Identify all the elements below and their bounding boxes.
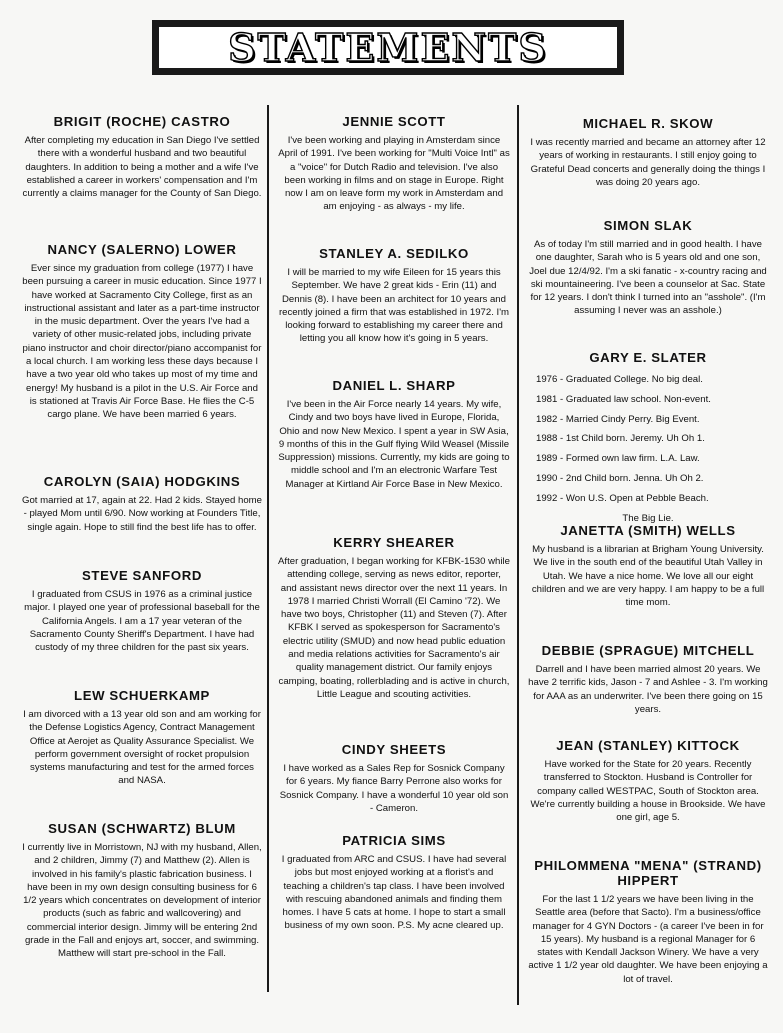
- statement-text: I was recently married and became an attorney after 12 years of working in restaurants. I still enjoy going to Grateful Dead concerts and generally doing the things I was doing 20 years ago.: [530, 137, 766, 188]
- person-name: BRIGIT (ROCHE) CASTRO: [53, 114, 231, 129]
- column-divider: [267, 105, 269, 992]
- person-name: KERRY SHEARER: [333, 535, 455, 550]
- timeline-list: [528, 370, 768, 509]
- statement-text: For the last 1 1/2 years we have been living in the Seattle area (before that Sacto). I'm a business/office manager for 4 GYN Doctors - (a career I've been in for 15 years). My husband is a regional Manager for 6 states with Kendall Jackson Winery. We have a very active 1 1/2 year old daughter. We have been enjoying a lot of travel.: [528, 894, 768, 985]
- timeline-item: 1982 - Married Cindy Perry. Big Event.: [536, 413, 700, 425]
- statement-text: Have worked for the State for 20 years. Recently transferred to Stockton. Husband is Controller for company called WESTPAC, South of Stockton area. We're currently building a house in Brookside. We have one girl, age 5.: [530, 759, 766, 824]
- statement-entry: [278, 114, 510, 214]
- statement-entry: [278, 246, 510, 346]
- statement-entry: [528, 523, 768, 609]
- person-name: CINDY SHEETS: [341, 742, 447, 757]
- statement-entry: [278, 742, 510, 815]
- person-name: PATRICIA SIMS: [342, 833, 446, 848]
- person-name: GARY E. SLATER: [589, 350, 707, 365]
- person-name: STEVE SANFORD: [82, 568, 202, 583]
- statement-entry: [528, 350, 768, 527]
- timeline-item: 1992 - Won U.S. Open at Pebble Beach.: [536, 492, 709, 504]
- statement-text: I am divorced with a 13 year old son and am working for the Defense Logistics Agency, Contract Management Office at Aerojet as Quality Assurance Specialist. We perform government oversight of rocket propulsion systems manufacturing and test for the armed forces and NASA.: [23, 709, 261, 787]
- person-name: SUSAN (SCHWARTZ) BLUM: [48, 821, 236, 836]
- statement-entry: [22, 688, 262, 788]
- statement-text: Ever since my graduation from college (1977) I have been pursuing a career in music education. Since 1977 I have worked at Sacramento City College, first as an instructional assistant and later as a part-time instructor in the music department. Over the years I've had a variety of other music-related jobs, including private piano instructor and choir director/piano accompanist for a local church. I am working less these days because I have a two year old who takes up most of my time and energy! My husband is a pilot in the U.S. Air Force and is stationed at Travis Air Force Base. He flies the C-5 cargo plane. We have been married 6 years.: [22, 263, 262, 421]
- person-name: JENNIE SCOTT: [342, 114, 446, 129]
- statement-entry: [22, 568, 262, 654]
- person-name: NANCY (SALERNO) LOWER: [47, 242, 237, 257]
- statement-entry: [278, 378, 510, 491]
- statement-text: I have worked as a Sales Rep for Sosnick Company for 6 years. My fiance Barry Perrone also works for Sosnick Company. I have a wonderful 10 year old son - Cameron.: [279, 763, 509, 814]
- timeline-item: 1988 - 1st Child born. Jeremy. Uh Oh 1.: [536, 433, 705, 445]
- statements-banner: [152, 20, 624, 75]
- statement-text: My husband is a librarian at Brigham Young University. We live in the south end of the beautiful Utah Valley in Utah. We have a nice home. We love all our eight children and we are very happy. I am happy to be a full time mom.: [531, 544, 765, 609]
- statement-entry: [528, 738, 768, 824]
- person-name: DEBBIE (SPRAGUE) MITCHELL: [541, 643, 755, 658]
- statement-entry: [22, 474, 262, 534]
- timeline-item: 1981 - Graduated law school. Non-event.: [536, 393, 711, 405]
- person-name: DANIEL L. SHARP: [332, 378, 456, 393]
- person-name: PHILOMMENA "MENA" (STRAND) HIPPERT: [534, 858, 762, 888]
- statement-text: After completing my education in San Diego I've settled there with a wonderful husband and two beautiful daughters. In addition to being a mother and a wife I've established a career in workers' compensation and I'm currently a claims manager for the County of San Diego.: [22, 135, 262, 200]
- statement-text: I currently live in Morristown, NJ with my husband, Allen, and 2 children, Jimmy (7) and Matthew (2). Allen is involved in his family's plastic fabrication business. I have been in my own design consulting business for 6 1/2 years which concentrates on development of interior products (such as fabric and wallcovering) and commercial interior design. Jimmy will be entering 2nd grade in the Fall and enjoys art, soccer, and swimming. Matthew will start pre-school in the Fall.: [22, 842, 262, 960]
- person-name: LEW SCHUERKAMP: [74, 688, 210, 703]
- statement-text: Darrell and I have been married almost 20 years. We have 2 terrific kids, Jason - 7 and Ashlee - 3. I'm working for AAA as an underwriter. I've been there going on 15 years.: [528, 664, 768, 715]
- statement-entry: [22, 242, 262, 422]
- statement-entry: [528, 858, 768, 986]
- statement-text: Got married at 17, again at 22. Had 2 kids. Stayed home - played Mom until 6/90. Now working at Founders Title, single again. Hope to still find the best life has to offer.: [22, 495, 262, 533]
- statement-text: I graduated from ARC and CSUS. I have had several jobs but most enjoyed working at a florist's and teaching a children's tap class. I have been involved with rescuing abandoned animals and finding them homes. I have 5 cats at home. I hope to start a small business of my own soon. P.S. My acne cleared up.: [281, 854, 507, 932]
- statement-entry: [22, 114, 262, 200]
- statement-text: As of today I'm still married and in good health. I have one daughter, Sarah who is 5 years old and one son, Joel due 12/4/92. I'm a ski fanatic - x-country racing and ski mountaineering. I've been a counselor at Sac. State for 12 years. I don't think I turned into an "asshole". (I'm assuming I never was an asshole.): [529, 239, 767, 317]
- statement-entry: [528, 116, 768, 189]
- statement-entry: [278, 833, 510, 933]
- person-name: MICHAEL R. SKOW: [582, 116, 714, 131]
- statement-entry: [22, 821, 262, 961]
- statement-text: I've been working and playing in Amsterdam since April of 1991. I've been working for "Multi Voice Intl" as a "voice" for Dutch Radio and television. I've also been working in films and on stage in Europe. Right now I am on leave form my work in Amsterdam and am enjoying - as always - my life.: [278, 135, 510, 213]
- statement-entry: [528, 643, 768, 716]
- person-name: JEAN (STANLEY) KITTOCK: [556, 738, 740, 753]
- timeline-item: 1976 - Graduated College. No big deal.: [536, 374, 703, 385]
- timeline-item: 1990 - 2nd Child born. Jenna. Uh Oh 2.: [536, 472, 704, 484]
- page-title: STATEMENTS: [228, 24, 548, 70]
- timeline-item: 1989 - Formed own law firm. L.A. Law.: [536, 453, 700, 465]
- statement-entry: [278, 535, 510, 701]
- column-divider: [517, 105, 519, 1005]
- person-name: JANETTA (SMITH) WELLS: [560, 523, 736, 538]
- statement-text: After graduation, I began working for KFBK-1530 while attending college, serving as news editor, reporter, and assistant news director over the next 11 years. In 1978 I married Christi Worrall (El Camino '72). We have two boys, Christopher (11) and Steven (7). After KFBK I served as spokesperson for Sacramento's electric utility (SMUD) and now head public eduation and media relations activities for Sacramento's air quality management district. Our family enjoys camping, boating, rollerblading and is active in church, Little League and scouting activities.: [278, 556, 510, 700]
- statement-text: I graduated from CSUS in 1976 as a criminal justice major. I played one year of professional baseball for the California Angels. I am a 17 year veteran of the Sacramento County Sheriff's Department. I have had custody of my three children for the past six years.: [24, 589, 260, 654]
- person-name: STANLEY A. SEDILKO: [319, 246, 469, 261]
- statement-text: I will be married to my wife Eileen for 15 years this September. We have 2 great kids - Erin (11) and Dennis (8). I have been an architect for 10 years and recently joined a firm that was established in 1972. I'm looking forward to establishing my career there and letting you all know how it's going in 5 years.: [278, 267, 510, 345]
- banner-frame: [158, 26, 618, 69]
- statement-entry: [528, 218, 768, 318]
- timeline-closing: The Big Lie.: [622, 512, 674, 524]
- person-name: SIMON SLAK: [603, 218, 693, 233]
- person-name: CAROLYN (SAIA) HODGKINS: [43, 474, 241, 489]
- statement-text: I've been in the Air Force nearly 14 years. My wife, Cindy and two boys have lived in Europe, Florida, Ohio and now New Mexico. I spent a year in SW Asia, 9 months of this in the Gulf flying Wild Weasel (Missile Suppression) missions. Currently, my kids are going to middle school and I'm an electronic Warfare Test Manager at Kirtland Air Force Base in New Mexico.: [278, 399, 510, 490]
